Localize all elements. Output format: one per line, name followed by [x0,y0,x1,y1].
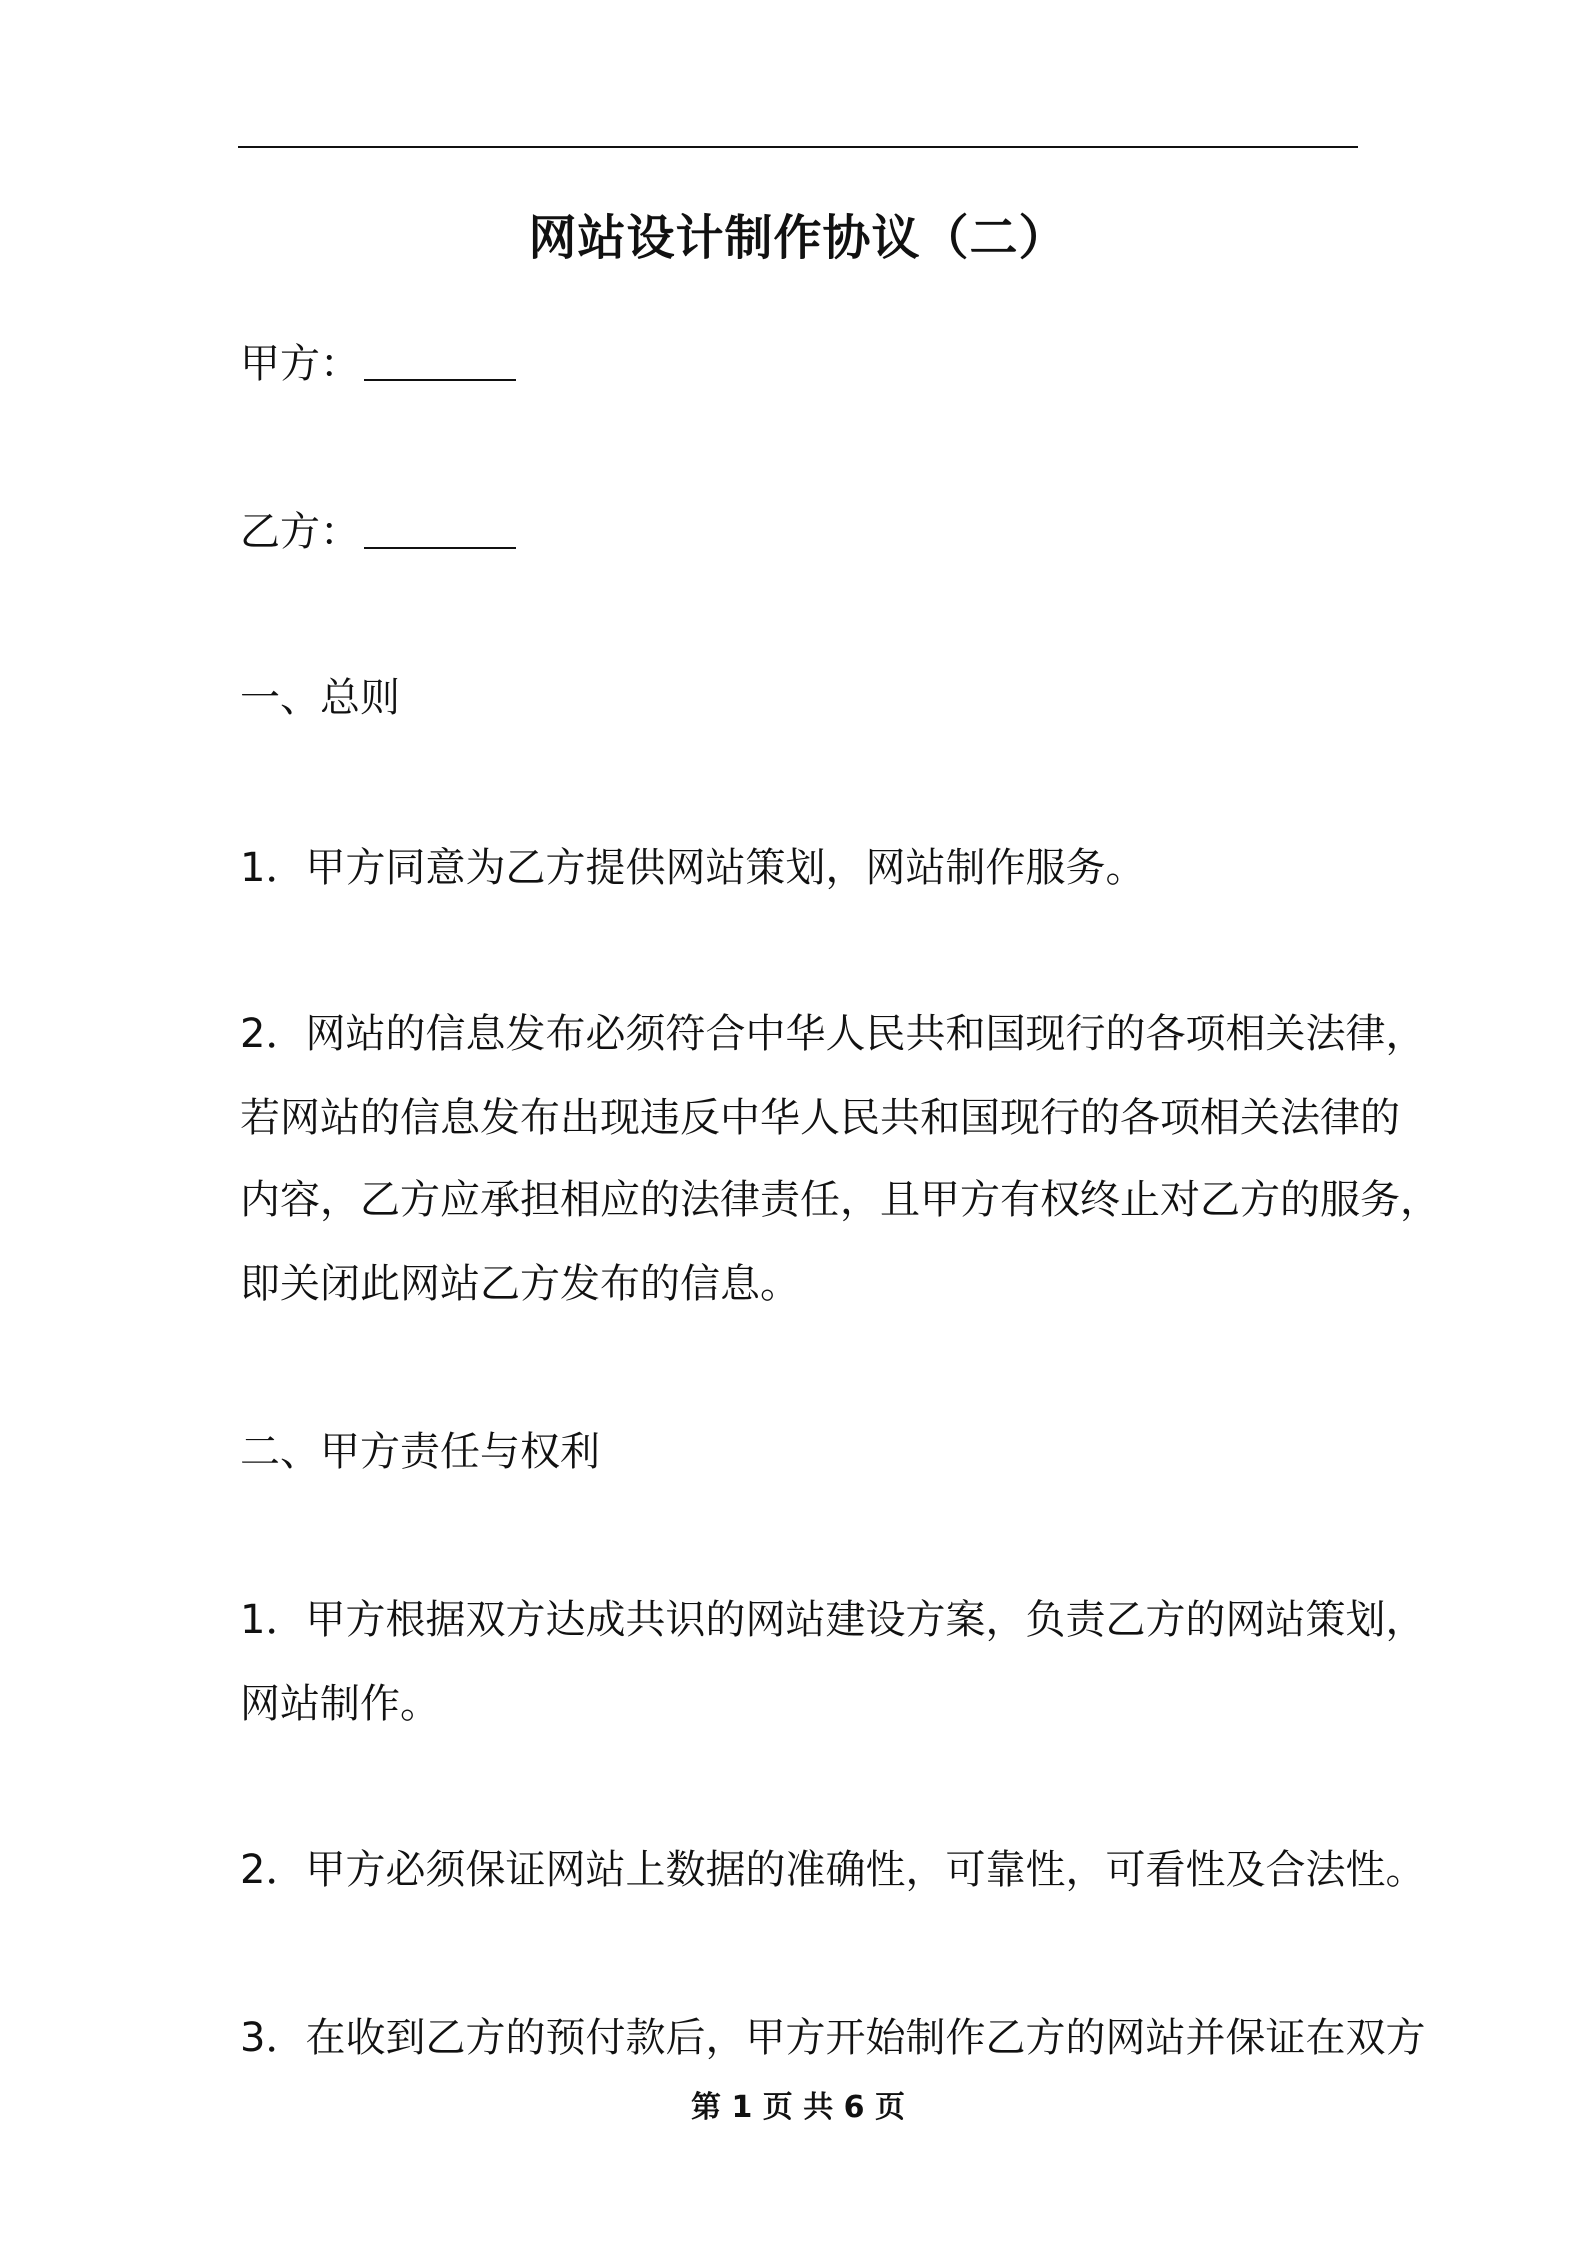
section-1-heading: 一、总则 [240,675,400,721]
party-b-line [240,504,1360,560]
party-a-line [240,336,1360,392]
section-1-item-2-line-4: 即关闭此网站乙方发布的信息。 [240,1261,800,1307]
party-b-blank [364,507,516,549]
section-2-heading: 二、甲方责任与权利 [240,1429,600,1475]
party-a-label: 甲方： [240,341,360,387]
party-a-blank [364,339,516,381]
section-2-item-3-line-1: 3．在收到乙方的预付款后，甲方开始制作乙方的网站并保证在双方 [240,2015,1426,2061]
section-1-item-2-line-1: 2．网站的信息发布必须符合中华人民共和国现行的各项相关法律， [240,1011,1426,1057]
section-1-item-2-line-3: 内容，乙方应承担相应的法律责任，且甲方有权终止对乙方的服务， [240,1177,1440,1223]
document-title: 网站设计制作协议（二） [528,210,1068,266]
section-2-item-2: 2．甲方必须保证网站上数据的准确性，可靠性，可看性及合法性。 [240,1847,1426,1893]
section-2-item-1-line-1: 1．甲方根据双方达成共识的网站建设方案，负责乙方的网站策划， [240,1597,1426,1643]
section-2-item-1-line-2: 网站制作。 [240,1681,440,1727]
party-b-label: 乙方： [240,509,360,555]
header-rule [238,146,1358,148]
page-number: 第 1 页 共 6 页 [691,2090,905,2125]
section-1-item-1: 1．甲方同意为乙方提供网站策划，网站制作服务。 [240,845,1146,891]
section-1-item-2-line-2: 若网站的信息发布出现违反中华人民共和国现行的各项相关法律的 [240,1095,1400,1141]
